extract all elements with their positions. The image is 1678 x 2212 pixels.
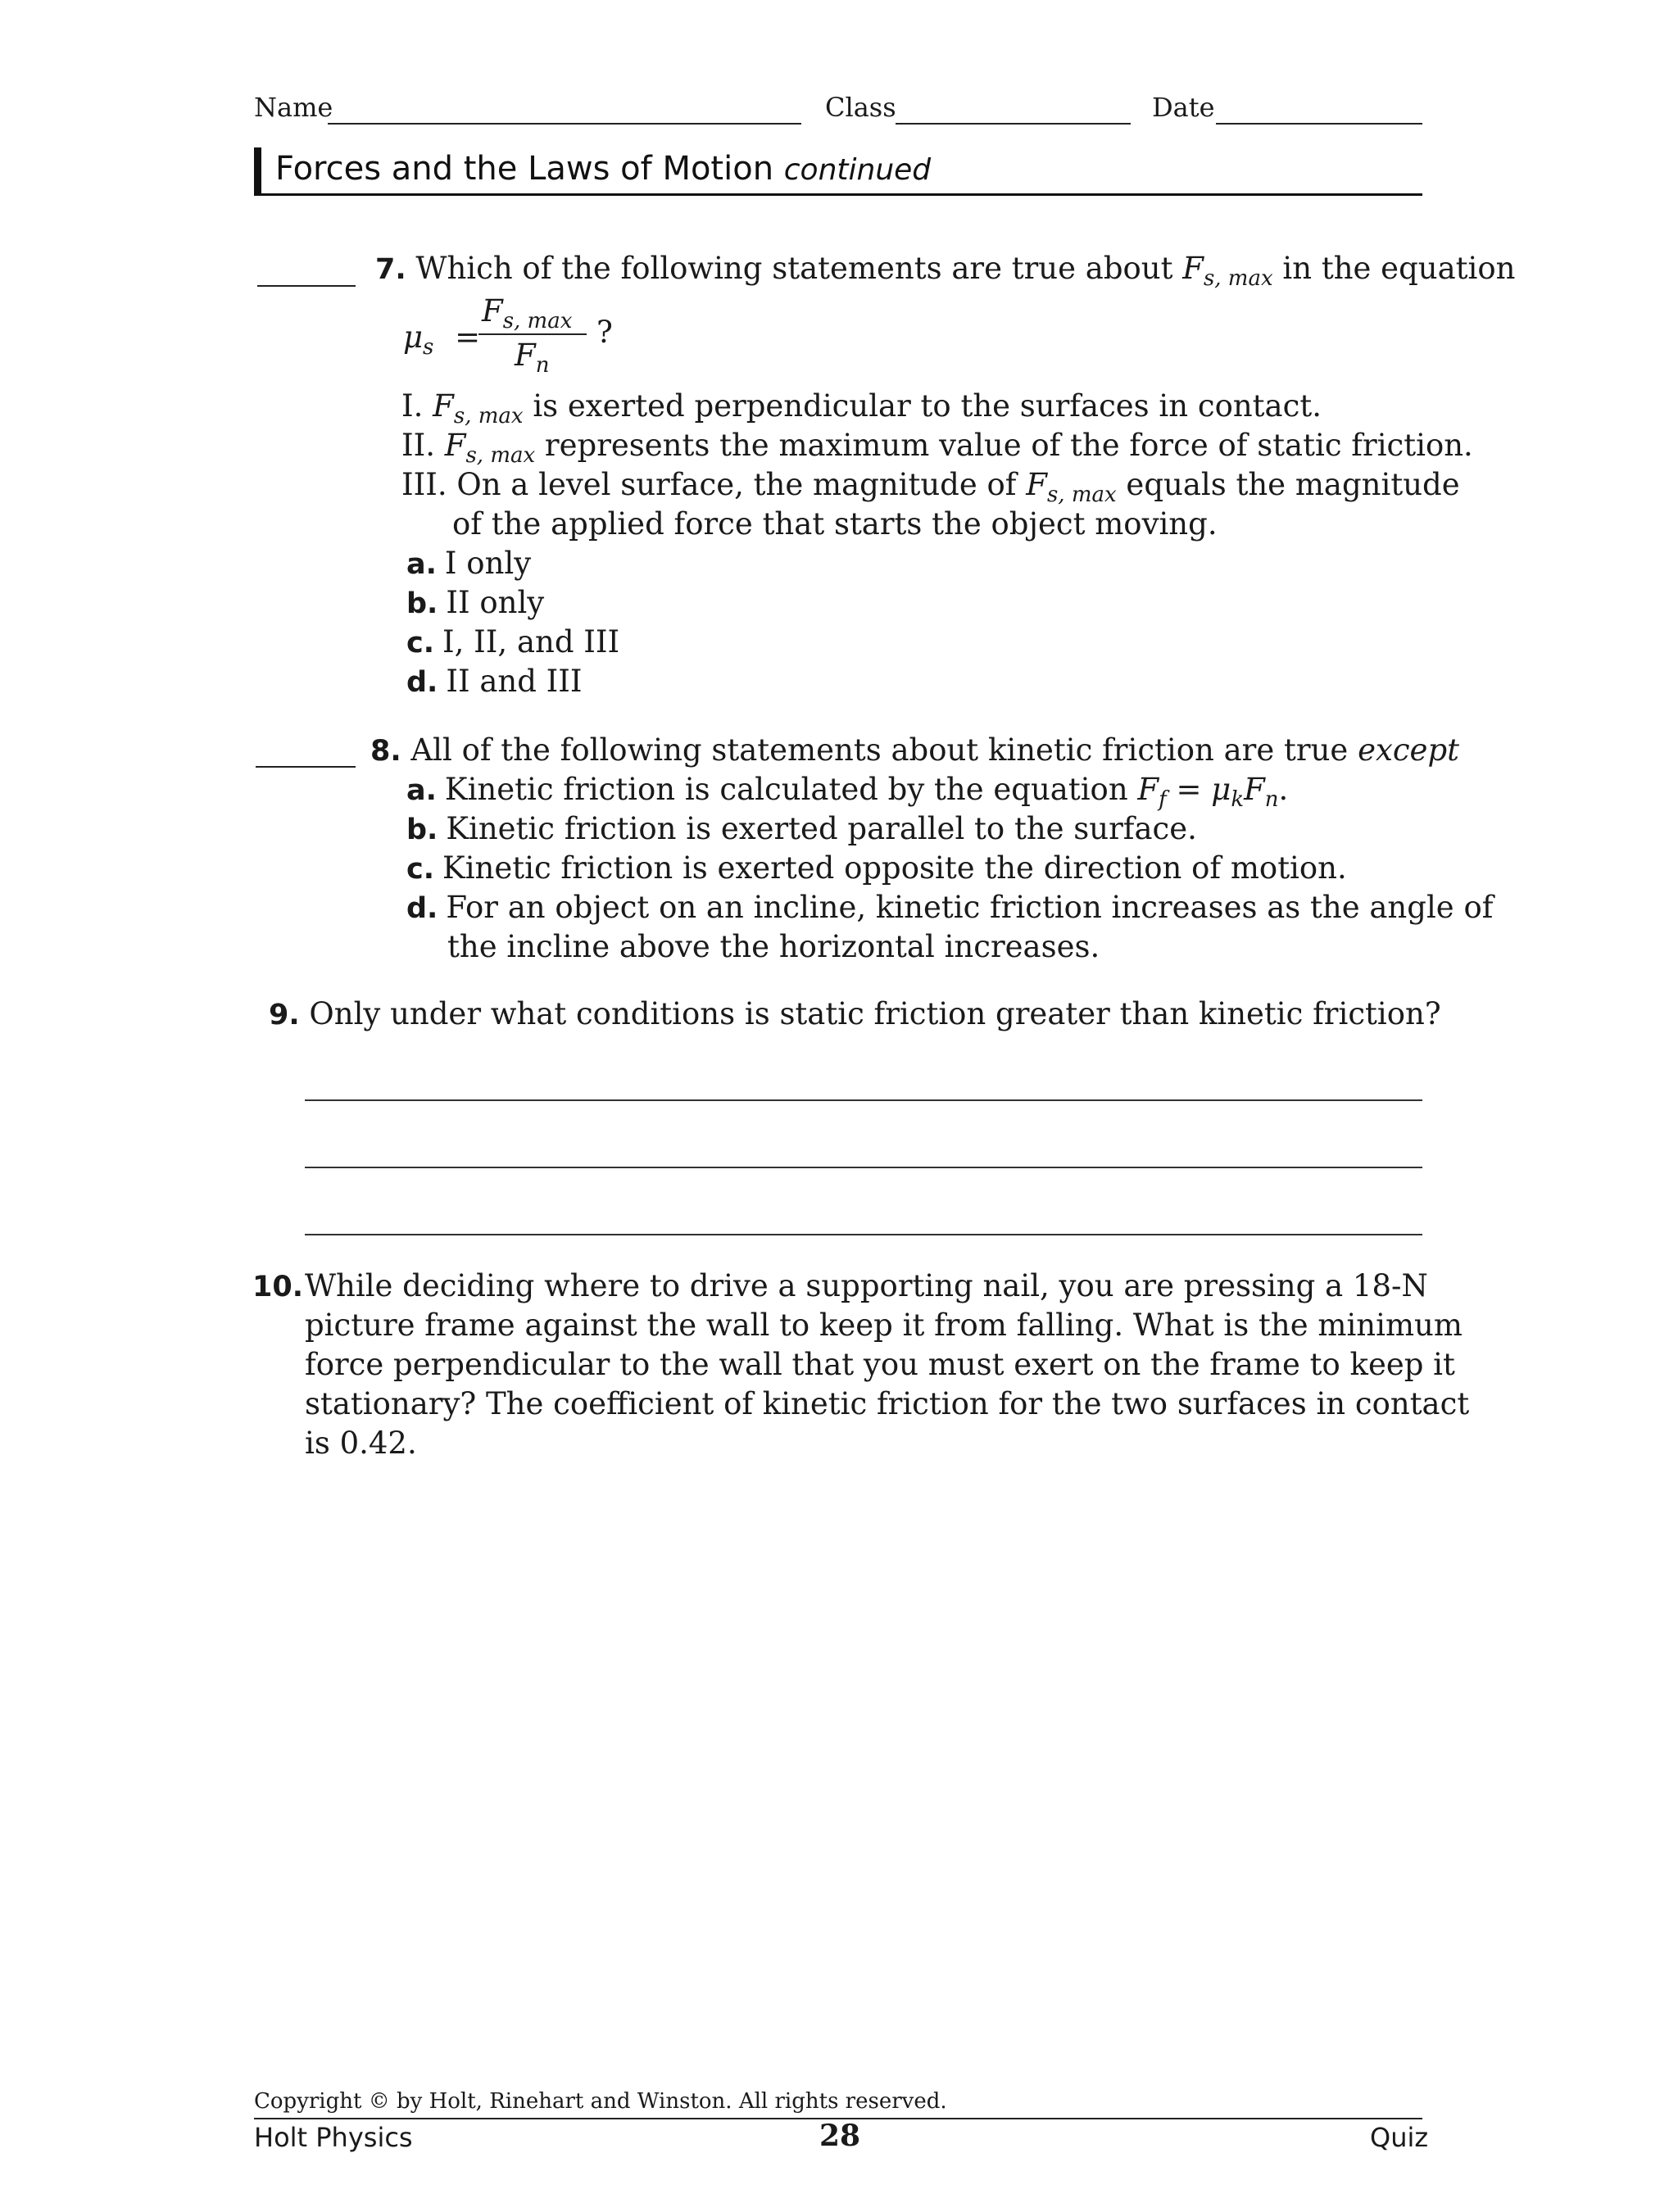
q10-line-4: stationary? The coefficient of kinetic friction for the two surfaces in contact [305,1386,1470,1421]
q7-option-b-text: II only [446,585,545,620]
q7-stmt2-post: represents the maximum value of the force of static friction. [544,428,1473,463]
section-marker [254,147,261,195]
q7-stmt1-var: F [433,388,454,424]
q8-number: 8. [370,735,401,768]
q7-eq-num-var: F [482,293,503,329]
q8-option-b-text: Kinetic friction is exerted parallel to the surface. [446,811,1197,846]
q7-option-a-letter: a. [406,548,437,581]
q8-option-b-letter: b. [406,814,438,846]
name-field-line[interactable] [328,123,801,125]
q10-number-wrap [252,1268,303,1303]
copyright-notice: Copyright © by Holt, Rinehart and Winston. All rights reserved. [254,2089,947,2114]
q7-stmt1-sub: s, max [453,404,524,428]
q7-stmt3-sub: s, max [1046,483,1117,507]
q7-statement-1 [401,388,1322,428]
q7-stmt1-post: is exerted perpendicular to the surfaces in contact. [533,388,1322,424]
q7-option-b-letter: b. [406,587,438,620]
date-field-line[interactable] [1216,123,1422,125]
q7-option-d-text: II and III [446,664,583,699]
q8-option-d-cont: the incline above the horizontal increases. [447,929,1100,964]
q7-option-c-text: I, II, and III [442,624,620,660]
q8-eq-fn-sub: n [1264,787,1279,812]
q7-eq-mu: μ [403,320,424,355]
q9-answer-line-1[interactable] [305,1099,1422,1101]
q8-eq-mu: μ [1211,772,1231,807]
q8-eq-ff-sub: f [1159,787,1167,812]
q8-text-except: except [1358,732,1459,768]
q7-statement-2 [401,428,1473,468]
class-label: Class [825,92,896,123]
class-field-line[interactable] [896,123,1131,125]
q7-eq-fraction-bar [478,333,587,335]
q10-line-2: picture frame against the wall to keep it from falling. What is the minimum [305,1308,1463,1343]
q8-eq-mu-sub: k [1231,787,1245,812]
q7-eq-den-var: F [515,338,536,373]
q10-line-1: While deciding where to drive a supporting nail, you are pressing a 18-N [305,1268,1428,1303]
q8-option-c[interactable] [406,850,1347,886]
q7-stmt1-pre: I. [401,388,424,424]
section-rule [254,193,1422,196]
q7-stmt2-sub: s, max [465,443,536,468]
q8-option-d[interactable] [406,890,1493,925]
footer-quiz-label: Quiz [1370,2122,1429,2153]
section-title-text: Forces and the Laws of Motion [275,150,774,188]
q7-var-sub: s, max [1203,266,1273,291]
q7-option-a[interactable] [406,546,531,581]
q8-answer-blank[interactable] [256,766,356,768]
q7-statement-3-cont: of the applied force that starts the object moving. [452,506,1218,542]
q7-stmt2-var: F [444,428,466,463]
q7-text-after: in the equation [1282,251,1516,286]
q7-var: F [1182,251,1204,286]
q7-statement-3 [401,467,1460,507]
q10-line-5: is 0.42. [305,1426,417,1461]
q7-eq-equals: = [455,320,481,355]
section-title [275,150,931,188]
q7-stmt2-pre: II. [401,428,435,463]
q8-option-d-letter: d. [406,892,438,925]
q8-option-c-letter: c. [406,853,435,886]
page-number: 28 [819,2119,861,2153]
q8-eq-ff: F [1137,772,1159,807]
footer-book-title: Holt Physics [254,2122,413,2153]
q9-answer-line-2[interactable] [305,1167,1422,1168]
q7-eq-numerator [482,293,573,333]
q7-eq-num-sub: s, max [502,309,573,333]
q9-text: Only under what conditions is static friction greater than kinetic friction? [309,996,1441,1031]
q7-stmt3-post: equals the magnitude [1126,467,1460,502]
q8-option-a[interactable] [406,772,1289,812]
q7-eq-den-sub: n [535,353,550,378]
q8-eq-fn: F [1244,772,1265,807]
q9-stem [269,996,1441,1031]
q9-number: 9. [269,999,300,1031]
q8-option-a-letter: a. [406,774,437,807]
q8-option-a-text: Kinetic friction is calculated by the equation [444,772,1128,807]
q7-eq-mu-sub: s [423,335,434,360]
q10-number: 10. [252,1271,304,1303]
q8-eq-equals: = [1176,772,1202,807]
q7-option-a-text: I only [444,546,532,581]
q10-line-3: force perpendicular to the wall that you must exert on the frame to keep it [305,1347,1455,1382]
q9-answer-line-3[interactable] [305,1234,1422,1235]
q8-option-c-text: Kinetic friction is exerted opposite the direction of motion. [442,850,1347,886]
date-label: Date [1152,92,1215,123]
q7-option-c-letter: c. [406,627,435,660]
q8-option-b[interactable] [406,811,1197,846]
q7-number: 7. [375,253,406,286]
q7-option-d[interactable] [406,664,583,699]
q8-eq-period: . [1278,772,1289,807]
section-continued: continued [783,153,932,187]
q8-option-d-text: For an object on an incline, kinetic friction increases as the angle of [446,890,1494,925]
q7-eq-question: ? [596,315,613,350]
q7-text-before: Which of the following statements are true about [415,251,1173,286]
q7-answer-blank[interactable] [257,285,356,287]
q7-stmt3-var: F [1026,467,1047,502]
q7-eq-lhs [403,320,481,360]
q7-option-b[interactable] [406,585,544,620]
q7-eq-denominator [515,338,550,378]
q8-stem [370,732,1459,768]
q8-text: All of the following statements about kinetic friction are true [410,732,1349,768]
q7-stmt3-pre: III. On a level surface, the magnitude of [401,467,1017,502]
q7-option-d-letter: d. [406,666,438,699]
q7-stem [375,251,1516,291]
name-label: Name [254,92,333,123]
q7-option-c[interactable] [406,624,619,660]
